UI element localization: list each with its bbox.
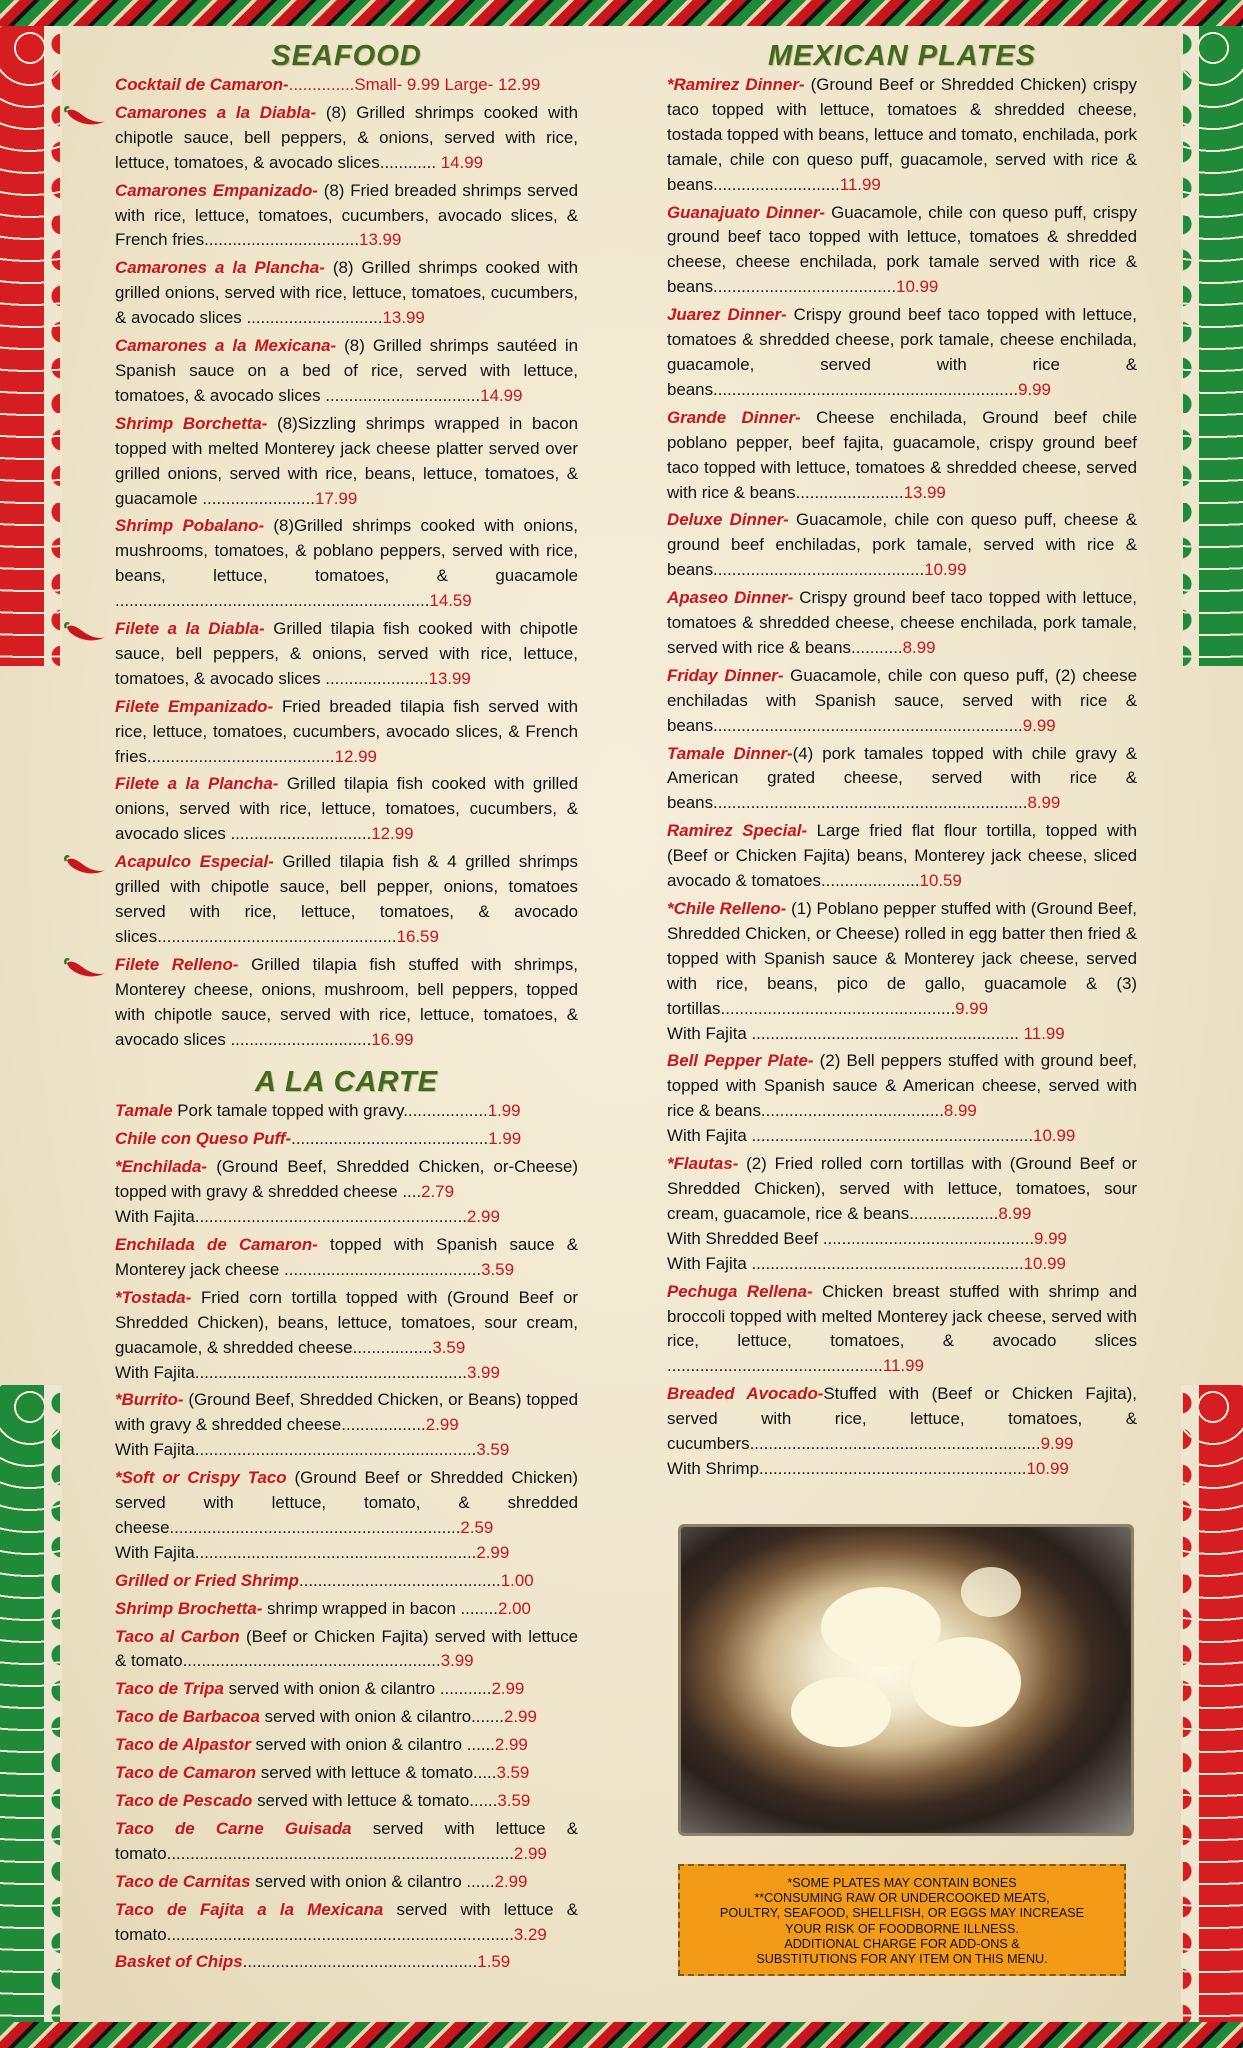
item-option xyxy=(115,1361,578,1386)
menu-item xyxy=(115,73,578,98)
item-price: 2.99 xyxy=(425,1415,459,1435)
item-name: Camarones a la Diabla- xyxy=(115,102,317,122)
menu-item xyxy=(115,1233,578,1283)
item-description: Crispy ground beef taco topped with lettuce, tomatoes & shredded cheese, cheese enchilada, pork tamale, served with rice & beans........... xyxy=(667,588,1137,657)
notice-line: POULTRY, SEAFOOD, SHELLFISH, OR EGGS MAY INCREASE xyxy=(719,1906,1085,1921)
item-description: (Beef or Chicken Fajita) served with lettuce & tomato....................................................... xyxy=(115,1626,578,1671)
item-price: 2.99 xyxy=(503,1707,537,1727)
item-name: Friday Dinner- xyxy=(667,665,784,685)
item-description: Crispy ground beef taco topped with lettuce, tomatoes & shredded cheese, pork tamale, cheese enchilada, guacamole, served with rice & beans................................................................. xyxy=(667,305,1138,399)
item-name: Grande Dinner- xyxy=(667,407,801,427)
menu-item xyxy=(667,897,1137,1046)
menu-item xyxy=(115,334,578,409)
item-description: (8)Grilled shrimps cooked with onions, mushrooms, tomatoes, & poblano peppers, served with rice, beans, lettuce, tomatoes, & guacamole ................................................................... xyxy=(115,516,578,611)
item-price: 8.99 xyxy=(1027,793,1061,813)
item-name: Taco de Tripa xyxy=(115,1679,224,1699)
menu-item xyxy=(667,1152,1137,1277)
item-description: Fried breaded tilapia fish served with rice, lettuce, tomatoes, cucumbers, avocado slices, & French fries........................................ xyxy=(115,696,578,766)
menu-item xyxy=(115,1099,578,1124)
item-description: served with onion & cilantro ........... xyxy=(223,1679,492,1699)
item-description: Cheese enchilada, Ground beef chile poblano pepper, beef fajita, guacamole, crispy ground beef taco topped with lettuce, tomatoes & shredded cheese, served with rice & beans....................... xyxy=(667,407,1137,502)
item-name: Enchilada de Camaron- xyxy=(115,1234,318,1254)
option-description: With Fajita.......................................................... xyxy=(115,1362,467,1382)
menu-item xyxy=(115,1870,578,1895)
item-price: 2.00 xyxy=(498,1598,531,1618)
option-price: 9.99 xyxy=(1034,1228,1067,1248)
item-name: Deluxe Dinner- xyxy=(667,510,789,530)
menu-item xyxy=(115,695,578,770)
item-name: Taco al Carbon xyxy=(115,1626,240,1646)
mexican-plates-list xyxy=(667,73,1137,1482)
item-name: Guanajuato Dinner- xyxy=(667,202,826,222)
menu-item xyxy=(667,1382,1137,1482)
item-description: served with onion & cilantro ...... xyxy=(250,1871,495,1891)
option-description: With Fajita............................................................ xyxy=(115,1542,477,1562)
menu-item xyxy=(115,1898,578,1948)
menu-item xyxy=(115,1625,578,1675)
item-price: 2.99 xyxy=(491,1679,525,1699)
item-name: Taco de Carne Guisada xyxy=(115,1818,352,1838)
notice-line: *SOME PLATES MAY CONTAIN BONES xyxy=(787,1876,1017,1890)
item-price: 13.99 xyxy=(903,482,946,502)
menu-item xyxy=(115,617,578,692)
item-price: 1.99 xyxy=(487,1101,521,1121)
seafood-heading: SEAFOOD xyxy=(271,40,422,72)
option-price: 10.99 xyxy=(1023,1253,1066,1273)
item-option xyxy=(115,1205,578,1230)
item-price: 8.99 xyxy=(998,1203,1032,1223)
item-name: Cocktail de Camaron- xyxy=(115,75,289,94)
option-description: With Shrimp......................................................... xyxy=(667,1458,1027,1478)
a-la-carte-list xyxy=(115,1099,578,1975)
item-price: 14.59 xyxy=(429,591,472,611)
right-column xyxy=(667,40,1137,1485)
item-description: (2) Fried rolled corn tortillas with (Ground Beef or Shredded Chicken), served with lettuce, tomatoes, sour cream, guacamole, rice & beans................... xyxy=(667,1154,1137,1223)
item-name: Tamale xyxy=(115,1101,173,1121)
menu-item xyxy=(667,73,1137,198)
item-description: (8) Grilled shrimps cooked with chipotle sauce, bell peppers, & onions, served with rice, lettuce, tomatoes, & avocado slices............ xyxy=(115,102,578,172)
item-name: Filete Empanizado- xyxy=(115,696,274,716)
item-price: 10.59 xyxy=(919,871,962,891)
mexican-plates-heading: MEXICAN PLATES xyxy=(767,40,1037,72)
item-description: Grilled tilapia fish cooked with grilled onions, served with rice, lettuce, tomatoes, cucumbers, & avocado slices .............................. xyxy=(115,774,578,844)
item-name: Ramirez Special- xyxy=(667,821,808,841)
item-price: 1.99 xyxy=(488,1129,522,1149)
item-name: Shrimp Borchetta- xyxy=(115,413,268,433)
item-description: (4) pork tamales topped with chile gravy & American grated cheese, served with rice & beans................................................................... xyxy=(667,743,1137,813)
item-name: Pechuga Rellena- xyxy=(667,1281,813,1301)
item-price: 8.99 xyxy=(902,637,936,657)
menu-item xyxy=(667,201,1137,301)
item-description: (Ground Beef, Shredded Chicken, or-Cheese) topped with gravy & shredded cheese .... xyxy=(115,1157,578,1202)
menu-item xyxy=(115,256,578,331)
left-red-border xyxy=(0,26,60,666)
item-option xyxy=(667,1022,1137,1047)
item-price: 3.59 xyxy=(496,1763,530,1783)
item-description: Large fried flat flour tortilla, topped with (Beef or Chicken Fajita) beans, Monterey jack cheese, sliced avocado & tomatoes..................... xyxy=(667,821,1138,891)
item-name: Camarones Empanizado- xyxy=(115,180,318,200)
menu-item xyxy=(115,772,578,847)
menu-item xyxy=(115,1817,578,1867)
item-name: Acapulco Especial- xyxy=(115,852,274,872)
item-price: 11.99 xyxy=(882,1356,924,1376)
item-name: Taco de Barbacoa xyxy=(115,1707,260,1727)
menu-item xyxy=(115,1155,578,1230)
item-option xyxy=(115,1541,578,1566)
item-price: 9.99 xyxy=(1040,1434,1074,1454)
item-name: Shrimp Pobalano- xyxy=(115,516,265,536)
menu-item xyxy=(667,1280,1137,1380)
item-price: 2.99 xyxy=(494,1735,528,1755)
item-price: ..............Small- 9.99 Large- 12.99 xyxy=(288,75,541,94)
item-name: Taco de Pescado xyxy=(115,1791,253,1810)
item-price: 2.79 xyxy=(421,1182,454,1202)
item-description: Grilled tilapia fish stuffed with shrimps, Monterey cheese, onions, mushroom, bell peppers, topped with chipotle sauce, served with rice, lettuce, tomatoes, & avocado slices .............................. xyxy=(115,954,578,1049)
option-description: With Fajita ......................................................... xyxy=(667,1023,1024,1043)
notice-line: **CONSUMING RAW OR UNDERCOOKED MEATS, xyxy=(754,1891,1050,1906)
item-option xyxy=(667,1457,1137,1482)
menu-item xyxy=(667,586,1137,661)
item-name: Breaded Avocado- xyxy=(667,1384,824,1404)
menu-item xyxy=(667,406,1137,506)
left-column xyxy=(115,40,578,1978)
option-price: 2.99 xyxy=(476,1542,510,1562)
menu-item xyxy=(115,101,578,176)
item-price: 8.99 xyxy=(943,1101,977,1121)
menu-item xyxy=(115,1733,578,1758)
item-option xyxy=(667,1227,1137,1252)
menu-item xyxy=(667,508,1137,583)
option-description: With Fajita............................................................ xyxy=(115,1440,477,1460)
menu-item xyxy=(115,1597,578,1622)
item-description: (Ground Beef or Shredded Chicken) crispy taco topped with lettuce, tomatoes & shredded cheese, tostada topped with beans, lettuce and tomato, enchilada, pork tamale, chile con queso puff, guacamole, served with rice & beans........................... xyxy=(667,75,1137,194)
item-name: *Burrito- xyxy=(115,1390,184,1410)
item-description: served with lettuce & tomato...... xyxy=(252,1791,498,1810)
item-name: Filete Relleno- xyxy=(115,954,239,974)
item-price: 14.99 xyxy=(480,385,523,405)
item-description: Guacamole, chile con queso puff, cheese & ground beef enchiladas, pork tamale, served with rice & beans............................................. xyxy=(667,510,1138,580)
item-price: 3.59 xyxy=(481,1259,514,1279)
menu-item xyxy=(115,1705,578,1730)
item-option xyxy=(115,1438,578,1463)
item-price: 17.99 xyxy=(314,488,358,508)
item-description: (8) Grilled shrimps sautéed in Spanish sauce on a bed of rice, served with lettuce, tomatoes, & avocado slices ................................. xyxy=(115,336,579,405)
item-name: Chile con Queso Puff- xyxy=(115,1129,292,1149)
item-price: 2.99 xyxy=(513,1843,547,1863)
item-price: 3.99 xyxy=(440,1651,474,1671)
menu-item xyxy=(667,819,1137,894)
menu-item xyxy=(667,1049,1137,1149)
item-name: Basket of Chips xyxy=(115,1952,243,1972)
bottom-border xyxy=(0,2022,1243,2048)
item-name: Taco de Carnitas xyxy=(115,1871,251,1891)
menu-item xyxy=(115,953,578,1053)
food-photo xyxy=(678,1524,1134,1836)
item-description: .......................................... xyxy=(291,1129,489,1149)
chili-pepper-icon xyxy=(63,957,107,979)
item-description: Stuffed with (Beef or Chicken Fajita), served with rice, lettuce, tomatoes, & cucumbers.............................................................. xyxy=(667,1384,1137,1454)
item-price: 3.29 xyxy=(513,1924,547,1944)
item-price: 10.99 xyxy=(924,560,967,580)
item-name: Juarez Dinner- xyxy=(667,305,787,325)
item-description: (Ground Beef or Shredded Chicken) served with lettuce, tomato, & shredded cheese.............................................................. xyxy=(115,1468,579,1537)
item-price: 12.99 xyxy=(371,824,414,844)
item-description: Chicken breast stuffed with shrimp and broccoli topped with melted Monterey jack cheese, served with rice, lettuce, tomatoes, & avocado slices .............................................. xyxy=(667,1281,1137,1376)
item-description: served with onion & cilantro ...... xyxy=(250,1735,495,1755)
item-name: Grilled or Fried Shrimp xyxy=(115,1570,299,1590)
item-name: Tamale Dinner- xyxy=(667,743,793,763)
item-description: Grilled tilapia fish & 4 grilled shrimps grilled with chipotle sauce, bell pepper, onions, tomatoes served with rice, lettuce, tomatoes, & avocado slices................................................... xyxy=(115,852,578,946)
menu-item xyxy=(115,1677,578,1702)
item-price: 11.99 xyxy=(839,174,881,194)
right-red-border xyxy=(1183,1385,1243,2022)
item-name: *Tostada- xyxy=(115,1287,192,1307)
menu-item xyxy=(115,1569,578,1594)
item-name: Filete a la Diabla- xyxy=(115,619,265,639)
notice-line: ADDITIONAL CHARGE FOR ADD-ONS & xyxy=(784,1936,1020,1951)
item-price: 16.59 xyxy=(396,926,439,946)
menu-item xyxy=(115,1466,578,1566)
option-description: With Fajita .......................................................... xyxy=(667,1253,1024,1273)
item-description: shrimp wrapped in bacon ........ xyxy=(262,1598,498,1618)
right-green-border xyxy=(1183,26,1243,666)
item-name: *Flautas- xyxy=(667,1154,739,1174)
item-price: 10.99 xyxy=(896,277,939,297)
item-description: (8)Sizzling shrimps wrapped in bacon topped with melted Monterey jack cheese platter served over grilled onions, served with rice, beans, lettuce, tomatoes, & guacamole ........................ xyxy=(115,413,578,508)
seafood-list xyxy=(115,73,578,1052)
item-price: 3.59 xyxy=(432,1337,466,1357)
menu-item xyxy=(115,514,578,614)
menu-item xyxy=(115,1789,578,1814)
item-description: topped with Spanish sauce & Monterey jack cheese .......................................... xyxy=(115,1234,579,1279)
item-description: Guacamole, chile con queso puff, crispy ground beef taco topped with lettuce, tomatoes & shredded cheese, cheese enchilada, pork tamale served with rice & beans....................................... xyxy=(667,202,1137,297)
item-price: 13.99 xyxy=(359,230,402,250)
item-description: ........................................... xyxy=(298,1570,501,1590)
item-price: 13.99 xyxy=(428,668,471,688)
item-name: *Soft or Crispy Taco xyxy=(115,1468,287,1488)
menu-item xyxy=(115,1286,578,1386)
item-name: Camarones a la Plancha- xyxy=(115,258,325,278)
item-price: 2.59 xyxy=(460,1517,494,1537)
item-description: served with lettuce & tomato.......................................................................... xyxy=(115,1899,578,1944)
item-option xyxy=(667,1124,1137,1149)
item-price: 13.99 xyxy=(382,308,425,328)
left-green-border xyxy=(0,1385,60,2022)
item-name: *Ramirez Dinner- xyxy=(667,75,805,94)
item-description: served with lettuce & tomato..... xyxy=(256,1763,497,1783)
item-price: 1.00 xyxy=(500,1570,534,1590)
item-description: .................................................. xyxy=(242,1952,478,1972)
item-name: Bell Pepper Plate- xyxy=(667,1051,814,1071)
menu-item xyxy=(115,179,578,254)
item-name: Taco de Camaron xyxy=(115,1763,257,1783)
item-price: 12.99 xyxy=(334,746,377,766)
item-price: 14.99 xyxy=(440,152,484,172)
item-price: 3.59 xyxy=(497,1791,531,1810)
option-price: 10.99 xyxy=(1033,1126,1076,1146)
option-description: With Fajita ............................................................ xyxy=(667,1126,1034,1146)
item-description: (2) Bell peppers stuffed with ground beef, topped with Spanish sauce & American cheese, served with rice & beans....................................... xyxy=(667,1051,1137,1121)
chili-pepper-icon xyxy=(63,621,107,643)
item-name: Apaseo Dinner- xyxy=(667,588,794,608)
notice-line: SUBSTITUTIONS FOR ANY ITEM ON THIS MENU. xyxy=(756,1952,1048,1967)
item-description: (Ground Beef, Shredded Chicken, or Beans) topped with gravy & shredded cheese.................. xyxy=(115,1390,578,1435)
item-name: Taco de Alpastor xyxy=(115,1735,251,1755)
item-description: (1) Poblano pepper stuffed with (Ground Beef, Shredded Chicken, or Cheese) rolled in egg batter then fried & topped with Spanish sauce & Monterey jack cheese, served with rice, beans, pico de gallo, guacamole & (3) tortillas.................................................. xyxy=(667,899,1137,1018)
item-description: served with lettuce & tomato.......................................................................... xyxy=(115,1818,578,1863)
notice-line: YOUR RISK OF FOODBORNE ILLNESS. xyxy=(785,1921,1019,1936)
item-description: Pork tamale topped with gravy.................. xyxy=(172,1101,488,1121)
menu-item xyxy=(115,1127,578,1152)
item-name: Shrimp Brochetta- xyxy=(115,1598,263,1618)
item-price: 9.99 xyxy=(1018,379,1051,399)
top-border xyxy=(0,0,1243,26)
item-name: Taco de Fajita a la Mexicana xyxy=(115,1899,384,1919)
item-description: Grilled tilapia fish cooked with chipotle sauce, bell peppers, & onions, served with rice, lettuce, tomatoes, & avocado slices ...................... xyxy=(115,619,578,688)
menu-item xyxy=(115,412,578,512)
menu-item xyxy=(115,1761,578,1786)
item-price: 9.99 xyxy=(1022,715,1056,735)
item-option xyxy=(667,1252,1137,1277)
item-price: 1.59 xyxy=(477,1952,511,1972)
item-name: *Chile Relleno- xyxy=(667,899,787,918)
a-la-carte-heading: A LA CARTE xyxy=(255,1066,438,1099)
option-price: 3.99 xyxy=(466,1362,500,1382)
menu-item xyxy=(115,1388,578,1463)
item-description: served with onion & cilantro....... xyxy=(259,1707,504,1727)
chili-pepper-icon xyxy=(63,854,107,876)
menu-item xyxy=(115,1950,578,1975)
item-name: *Enchilada- xyxy=(115,1157,207,1177)
item-name: Filete a la Plancha- xyxy=(115,774,279,794)
allergy-notice xyxy=(678,1864,1126,1976)
item-price: 2.99 xyxy=(494,1871,528,1891)
item-description: Guacamole, chile con queso puff, (2) cheese enchiladas with Spanish sauce, served with rice & beans.................................................................. xyxy=(667,665,1138,735)
option-description: With Shredded Beef ............................................. xyxy=(667,1228,1035,1248)
option-description: With Fajita.......................................................... xyxy=(115,1207,467,1227)
menu-item xyxy=(667,303,1137,403)
option-price: 3.59 xyxy=(476,1440,510,1460)
item-description: (8) Grilled shrimps cooked with grilled onions, served with rice, lettuce, tomatoes, cucumbers, & avocado slices ............................. xyxy=(115,258,578,328)
menu-item xyxy=(115,850,578,950)
item-name: Camarones a la Mexicana- xyxy=(115,336,337,356)
option-price: 2.99 xyxy=(466,1207,500,1227)
item-description: Fried corn tortilla topped with (Ground Beef or Shredded Chicken), beans, lettuce, tomatoes, sour cream, guacamole, & shredded cheese................. xyxy=(115,1287,578,1357)
item-price: 9.99 xyxy=(955,998,989,1018)
item-description: (8) Fried breaded shrimps served with rice, lettuce, tomatoes, cucumbers, avocado slices, & French fries................................. xyxy=(115,180,578,250)
chili-pepper-icon xyxy=(63,105,107,127)
menu-item xyxy=(667,742,1137,817)
menu-item xyxy=(667,664,1137,739)
item-price: 16.99 xyxy=(371,1029,414,1049)
option-price: 10.99 xyxy=(1026,1458,1069,1478)
option-price: 11.99 xyxy=(1023,1023,1065,1043)
